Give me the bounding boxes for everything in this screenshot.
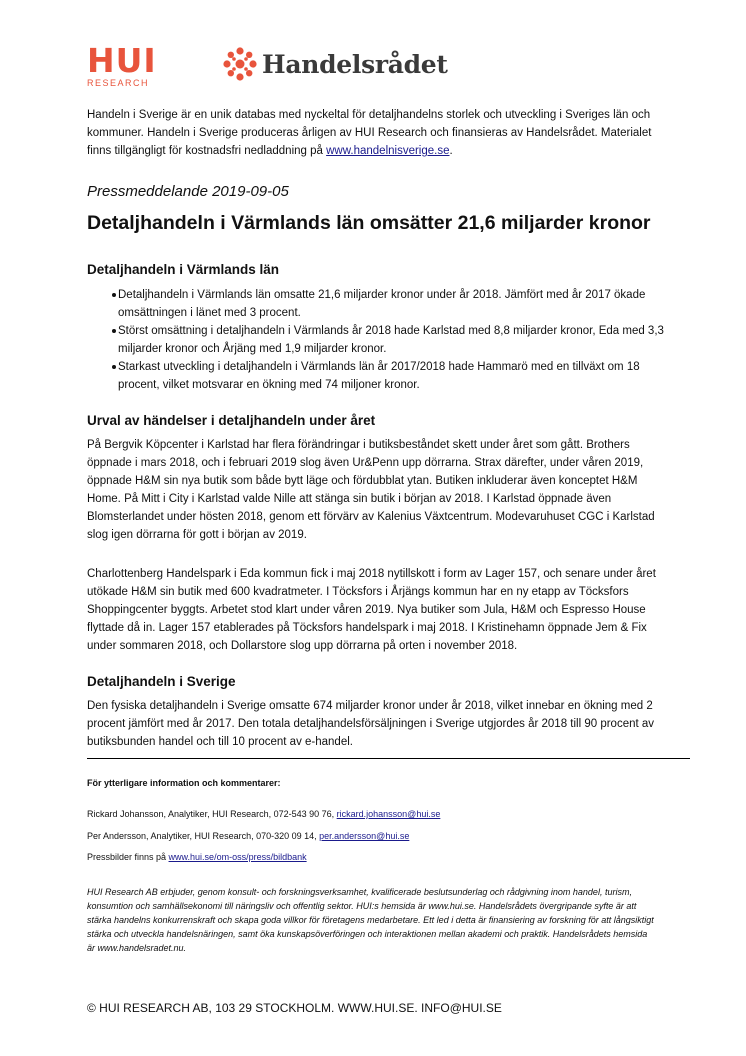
bullet-text: Starkast utveckling i detaljhandeln i Värmlands län år 2017/2018 hade Hammarö med en tillväxt om 18 procent, vilket motsvarar en ökning med 74 miljoner kronor.: [118, 361, 640, 391]
email-link-rickard[interactable]: rickard.johansson@hui.se: [336, 809, 441, 819]
bullet-text: Detaljhandeln i Värmlands län omsatte 21,6 miljarder kronor under år 2018. Jämfört med år 2017 ökade omsättningen i länet med 3 procent.: [118, 289, 646, 319]
intro-end: .: [449, 145, 453, 157]
email-link-per[interactable]: per.andersson@hui.se: [319, 831, 410, 841]
events-paragraph-karlstad: På Bergvik Köpcenter i Karlstad har flera förändringar i butiksbeståndet skett under året som gått. Brothers öppnade i mars 2018, och i februari 2019 slog även Ur&Penn upp dörrarna. Strax därefter, under våren 2019, öppnade H&M sin nya butik som både bytt läge och fördubblat ytan. Butiken inkluderar även konceptet H&M Home. På Mitt i City i Karlstad valde Nille att stänga sin butik i början av 2018. I Karlstad öppnade även Blomsterlandet under hösten 2018, genom ett förvärv av Kalenius Växtcentrum. Modevaruhuset CGC i Karlstad slog igen dörrarna för gott i början av 2019.: [87, 439, 655, 541]
footer-copyright: © HUI RESEARCH AB, 103 29 STOCKHOLM. WWW.HUI.SE. INFO@HUI.SE: [87, 1001, 502, 1015]
handelsradet-flower-icon: [222, 46, 258, 82]
handelnisverige-link[interactable]: www.handelnisverige.se: [326, 145, 450, 157]
sverige-paragraph: Den fysiska detaljhandeln i Sverige omsatte 674 miljarder kronor under år 2018, vilket innebar en ökning med 2 procent jämfört med år 2017. Den totala detaljhandelsförsäljningen i Sverige utgjordes år 2018 till 90 procent av butiksbunden handel och till 10 procent av e-handel.: [87, 700, 655, 748]
press-headline: Detaljhandeln i Värmlands län omsätter 21,6 miljarder kronor: [87, 212, 651, 234]
bildbank-link[interactable]: www.hui.se/om-oss/press/bildbank: [168, 852, 307, 862]
list-item: [87, 358, 667, 394]
key-facts-list: [87, 286, 667, 394]
hui-logo-word: HUI: [87, 41, 157, 80]
events-paragraph-eda: Charlottenberg Handelspark i Eda kommun fick i maj 2018 nytillskott i form av Lager 157, och senare under året utökade H&M sin butik med 600 kvadratmeter. I Töcksfors i Årjängs kommun har en ny etapp av Töcksfors Shoppingcenter byggts. Arbetet stod klart under våren 2019. Nya butiker som Jula, H&M och Espresso House flyttade då in. Lager 157 etablerades på Töcksfors handelspark i maj 2018. I Kristinehamn öppnade Jem & Fix under sommaren 2018, och Dollarstore slog upp dörrarna på orten i november 2018.: [87, 568, 656, 652]
pressbilder-line: [87, 852, 307, 862]
section-heading-varmland: Detaljhandeln i Värmlands län: [87, 262, 280, 277]
contact-per: [87, 831, 409, 841]
contact-heading: För ytterligare information och kommentarer:: [87, 778, 281, 788]
pressbilder-text: Pressbilder finns på: [87, 852, 169, 862]
bullet-icon: [112, 365, 116, 369]
press-release-date: Pressmeddelande 2019-09-05: [87, 183, 289, 200]
contact-per-text: Per Andersson, Analytiker, HUI Research, 070-320 09 14,: [87, 831, 320, 841]
handelsradet-logo-word: Handelsrådet: [262, 49, 448, 79]
contact-rickard: [87, 809, 440, 819]
bullet-icon: [112, 293, 116, 297]
section-heading-sverige: Detaljhandeln i Sverige: [87, 674, 236, 689]
contact-rickard-text: Rickard Johansson, Analytiker, HUI Research, 072-543 90 76,: [87, 809, 337, 819]
section-heading-events: Urval av händelser i detaljhandeln under året: [87, 413, 376, 428]
intro-paragraph: [87, 106, 677, 160]
about-paragraph: HUI Research AB erbjuder, genom konsult- och forskningsverksamhet, kvalificerade beslutsunderlag och rådgivning inom handel, turism, konsumtion och samhällsekonomi till näringsliv och offentlig sektor. HUI:s hemsida är www.hui.se. Handelsrådets övergripande syfte är att stärka handelns konkurrenskraft och skapa goda villkor för företagens medarbetare. Ett led i detta är finansiering av forskning för att långsiktigt stärka och utveckla handelsnäringen, samt öka kunskapsöverföringen och interaktionen mellan akademi och praktik. Handelsrådets hemsida är www.handelsradet.nu.: [87, 887, 654, 953]
hui-logo-subtitle: RESEARCH: [87, 78, 150, 88]
handelsradet-logo: [222, 46, 448, 82]
intro-text: Handeln i Sverige är en unik databas med nyckeltal för detaljhandelns storlek och utveckling i Sveriges län och kommuner. Handeln i Sverige produceras årligen av HUI Research och finansieras av Handelsrådet. Materialet finns tillgängligt för kostnadsfri nedladdning på: [87, 109, 652, 157]
list-item: [87, 322, 667, 358]
bullet-icon: [112, 329, 116, 333]
bullet-text: Störst omsättning i detaljhandeln i Värmlands år 2018 hade Karlstad med 8,8 miljarder kronor, Eda med 3,3 miljarder kronor och Årjäng med 1,9 miljarder kronor.: [118, 325, 664, 355]
hui-research-logo: [87, 41, 157, 88]
list-item: [87, 286, 667, 322]
divider-line: [87, 758, 690, 759]
